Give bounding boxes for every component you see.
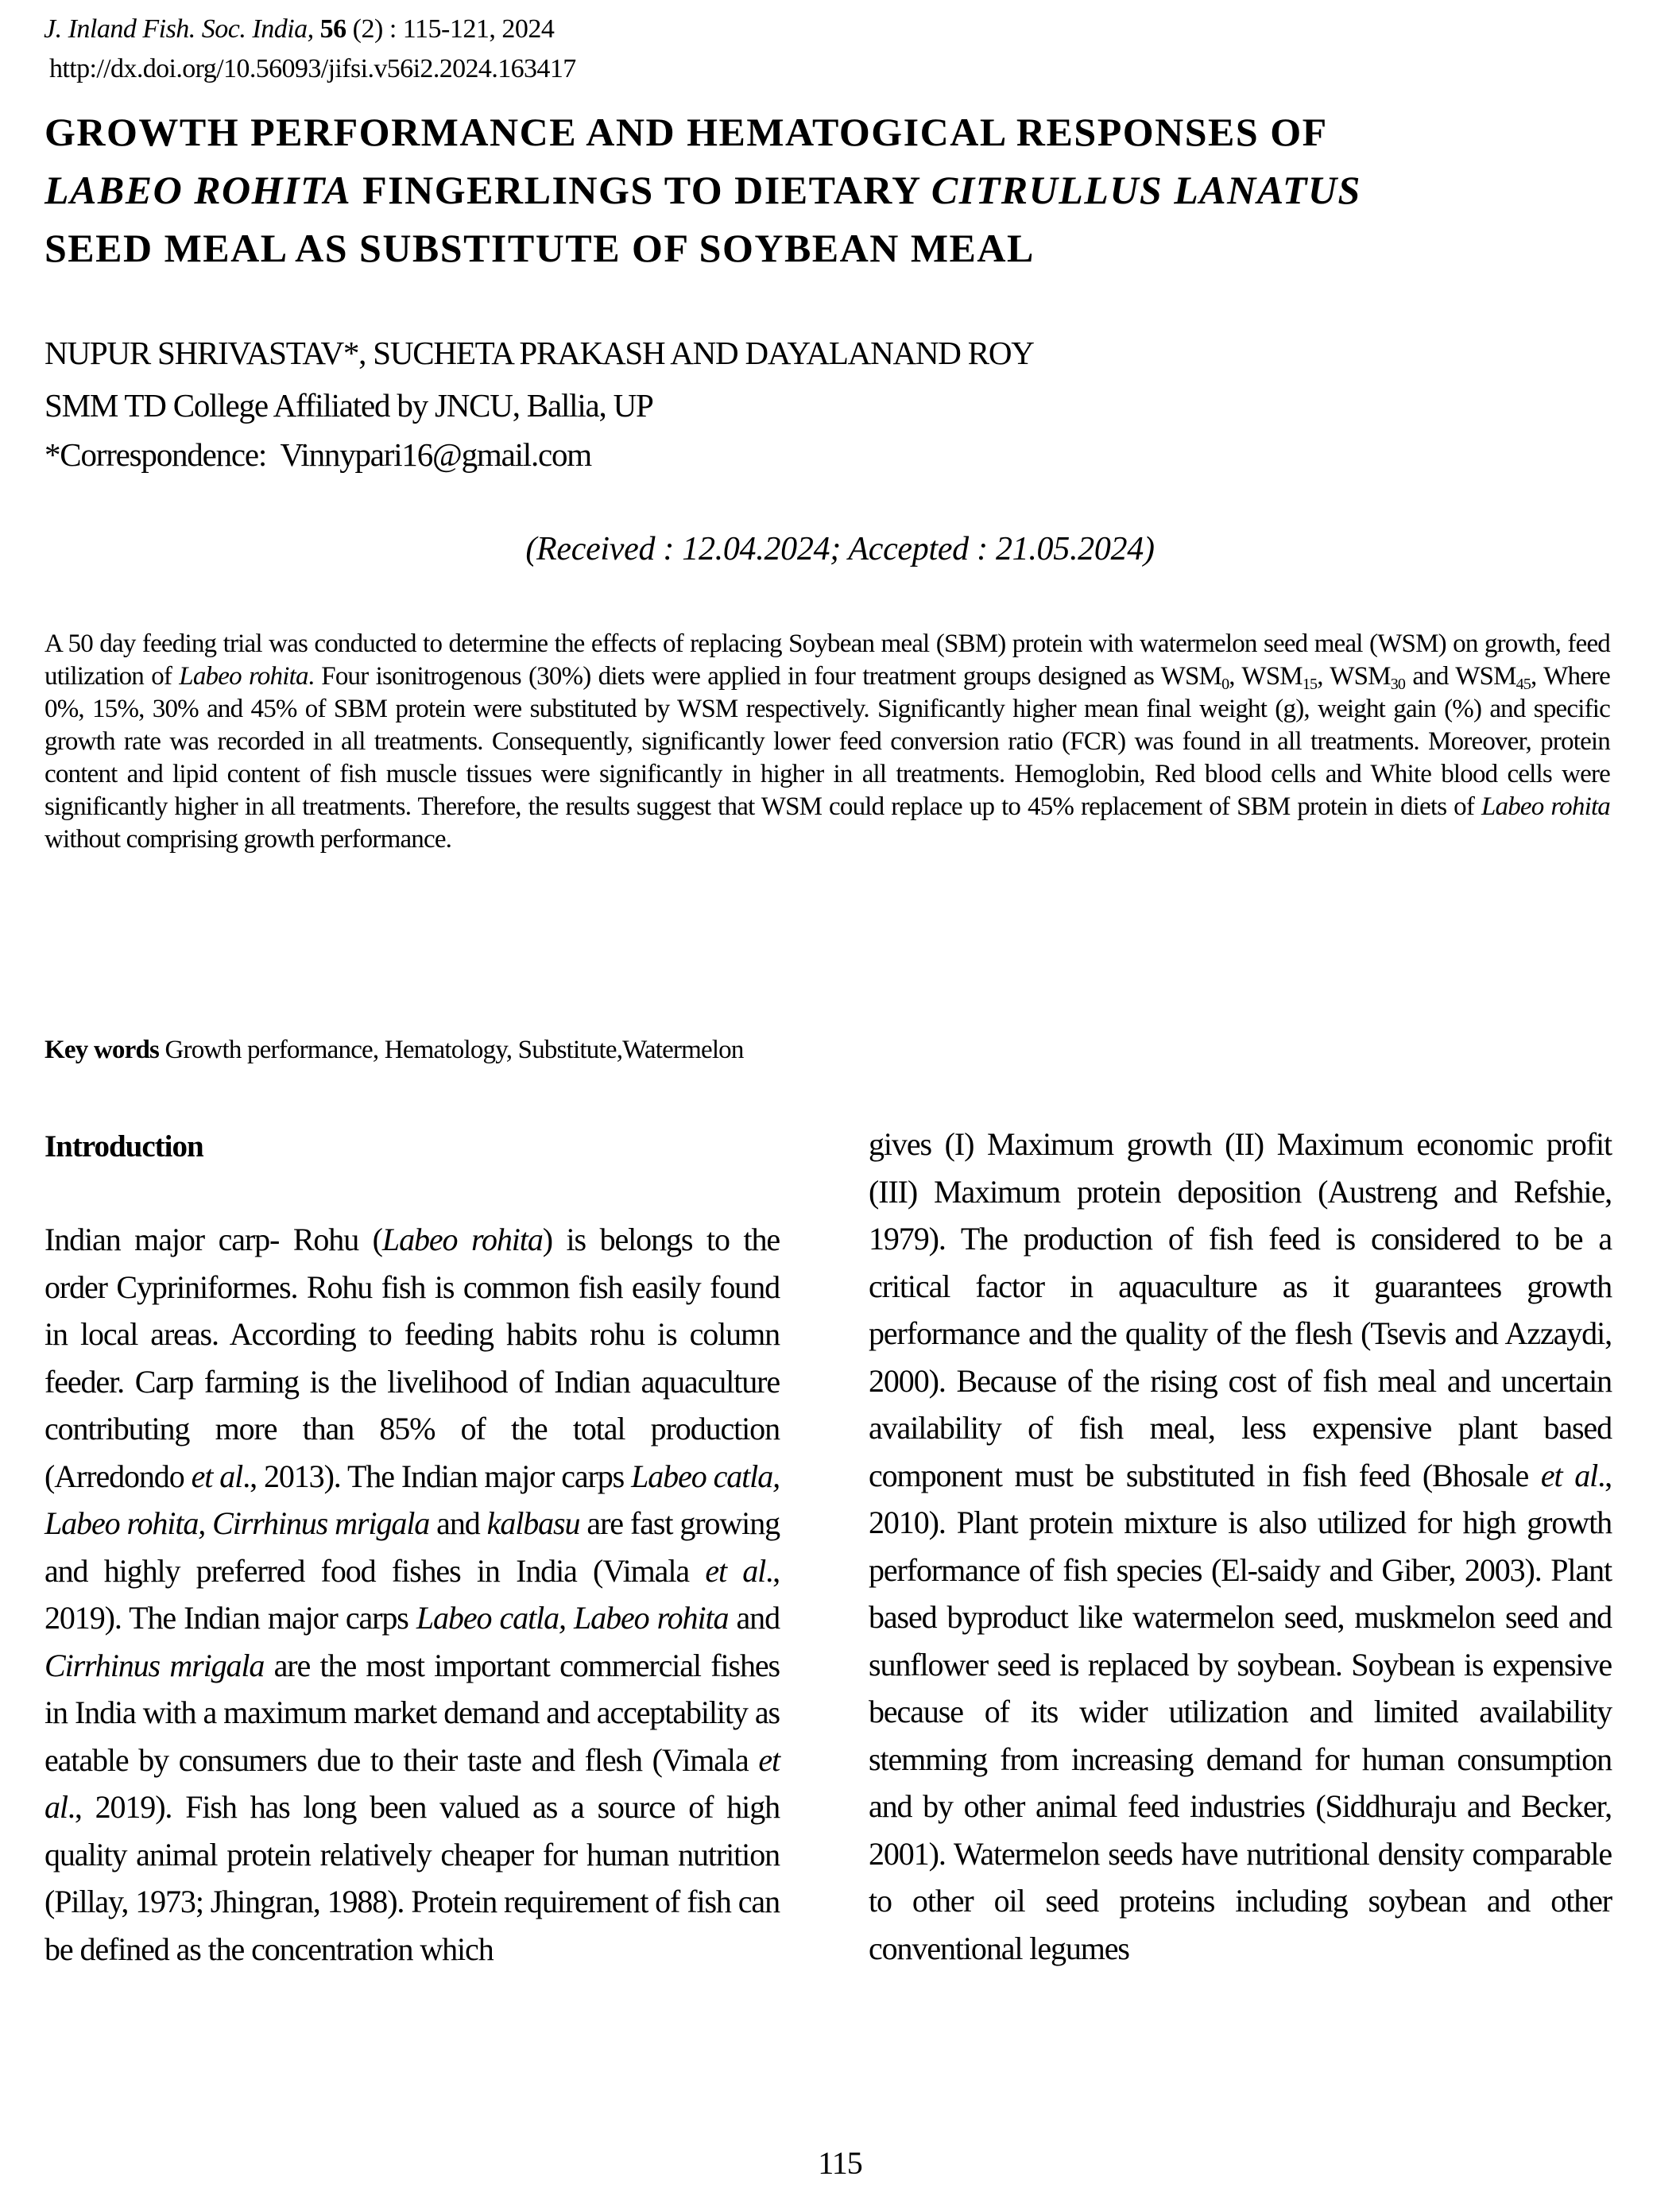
treatment-label: WSM	[1241, 662, 1303, 691]
treatment-label: WSM	[1330, 662, 1391, 691]
intro-paragraph	[45, 1216, 780, 1973]
separator: and	[1405, 662, 1456, 691]
body-text: ., 2010). Plant protein mixture is also utilized for high growth performance of fish species (El-saidy and Giber, 2003). Plant based byproduct like watermelon seed, muskmelon seed and sunflower seed is replaced by soybean. Soybean is expensive because of its wider utilization and limited availability stemming from increasing demand for human consumption and by other animal feed industries (Siddhuraju and Becker, 2001). Watermelon seeds have nutritional density comparable to other oil seed proteins including soybean and other conventional legumes	[869, 1457, 1612, 1966]
abstract	[45, 628, 1610, 856]
author-list: NUPUR SHRIVASTAV*, SUCHETA PRAKASH AND DAYALANAND ROY	[45, 335, 1034, 371]
body-text: Indian major carp- Rohu (	[45, 1222, 382, 1257]
separator: ,	[1229, 662, 1242, 691]
keywords-label: Key words	[45, 1036, 160, 1064]
citation-etal: et al	[191, 1458, 243, 1494]
treatment-subscript: 15	[1302, 676, 1318, 693]
journal-issue-pages-year: (2) : 115-121, 2024	[352, 14, 555, 44]
title-species-labeo: LABEO ROHITA	[45, 168, 352, 212]
paper-title	[45, 103, 1642, 277]
abstract-species: Labeo rohita	[179, 662, 308, 691]
citation-etal: et al	[45, 1741, 780, 1825]
species-name: kalbasu	[486, 1505, 580, 1541]
journal-volume: 56	[319, 14, 346, 44]
citation-etal: et al	[1540, 1457, 1598, 1493]
abstract-text: . Four isonitrogenous (30%) diets were applied in four treatment groups designed as	[308, 662, 1161, 691]
doi-link[interactable]: http://dx.doi.org/10.56093/jifsi.v56i2.2024.163417	[49, 54, 576, 83]
keywords-list: Growth performance, Hematology, Substitute,Watermelon	[159, 1036, 744, 1064]
abstract-text: without comprising growth performance.	[45, 825, 452, 854]
body-text: are the most important commercial fishes in India with a maximum market demand and acceptability as eatable by consumers due to their taste and flesh (Vimala	[45, 1647, 780, 1778]
treatment-subscript: 0	[1221, 676, 1229, 693]
title-line-1: GROWTH PERFORMANCE AND HEMATOGICAL RESPONSES OF	[45, 110, 1328, 154]
species-name: Labeo rohita	[381, 1222, 543, 1257]
body-text: ., 2013). The Indian major carps	[242, 1458, 632, 1494]
body-text: ., 2019). The Indian major carps	[45, 1552, 780, 1636]
title-line-2-text: FINGERLINGS TO DIETARY	[351, 168, 931, 212]
author-affiliation: SMM TD College Affiliated by JNCU, Ballia, UP	[45, 387, 653, 424]
abstract-text: , Where 0%, 15%, 30% and 45% of SBM protein were substituted by WSM respectively. Significantly higher mean final weight (g), weight gain (%) and specific growth rate was recorded in all treatments. Consequently, significantly lower feed conversion ratio (FCR) was found in all treatments. Moreover, protein content and lipid content of fish muscle tissues were significantly in higher in all treatments. Hemoglobin, Red blood cells and White blood cells were significantly higher in all treatments. Therefore, the results suggest that WSM could replace up to 45% replacement of SBM protein in diets of	[45, 662, 1611, 821]
species-name: Labeo catla, Labeo rohita	[416, 1600, 729, 1636]
keywords	[45, 1036, 744, 1065]
title-line-3: SEED MEAL AS SUBSTITUTE OF SOYBEAN MEAL	[45, 226, 1035, 270]
title-line-2	[45, 161, 1642, 219]
body-text: and	[429, 1505, 487, 1541]
abstract-species: Labeo rohita	[1481, 792, 1611, 821]
journal-name: J. Inland Fish. Soc. India,	[44, 14, 314, 44]
body-column-left	[45, 1216, 780, 1973]
treatment-label: WSM	[1160, 662, 1222, 691]
body-text: are fast growing and highly preferred food fishes in India (Vimala	[45, 1505, 780, 1589]
abstract-text: A 50 day feeding trial was conducted to determine the effects of replacing Soybean meal (SBM) protein with watermelon seed meal (WSM) on growth, feed utilization of	[45, 629, 1610, 691]
body-text: ) is belongs to the order Cypriniformes. Rohu fish is common fish easily found in local areas. According to feeding habits rohu is column feeder. Carp farming is the livelihood of Indian aquaculture contributing more than 85% of the total production (Arredondo	[45, 1222, 780, 1494]
body-text: and	[728, 1600, 780, 1636]
species-name: Labeo catla, Labeo rohita, Cirrhinus mrigala	[45, 1458, 780, 1541]
treatment-subscript: 45	[1515, 676, 1531, 693]
correspondence	[45, 436, 591, 474]
intro-paragraph-continued	[869, 1121, 1612, 1972]
section-heading-introduction: Introduction	[45, 1129, 203, 1164]
separator: ,	[1317, 662, 1330, 691]
correspondence-email[interactable]: Vinnypari16@gmail.com	[280, 436, 591, 473]
title-species-citrullus: CITRULLUS LANATUS	[931, 168, 1361, 212]
page-number: 115	[818, 2145, 862, 2181]
treatment-label: WSM	[1455, 662, 1516, 691]
body-text: ., 2019). Fish has long been valued as a source of high quality animal protein relatively cheaper for human nutrition (Pillay, 1973; Jhingran, 1988). Protein requirement of fish can be defined as the concentration which	[45, 1789, 780, 1967]
body-text: gives (I) Maximum growth (II) Maximum economic profit (III) Maximum protein deposition (Austreng and Refshie, 1979). The production of fish feed is considered to be a critical factor in aquaculture as it guarantees growth performance and the quality of the flesh (Tsevis and Azzaydi, 2000). Because of the rising cost of fish meal and uncertain availability of fish meal, less expensive plant based component must be substituted in fish feed (Bhosale	[869, 1126, 1612, 1493]
citation-etal: et al	[705, 1552, 766, 1589]
treatment-subscript: 30	[1390, 676, 1406, 693]
body-column-right	[869, 1121, 1612, 1972]
species-name: Cirrhinus mrigala	[45, 1647, 265, 1683]
received-accepted-dates: (Received : 12.04.2024; Accepted : 21.05.2024)	[525, 531, 1155, 567]
correspondence-label: *Correspondence:	[45, 436, 267, 473]
journal-citation	[44, 14, 554, 45]
